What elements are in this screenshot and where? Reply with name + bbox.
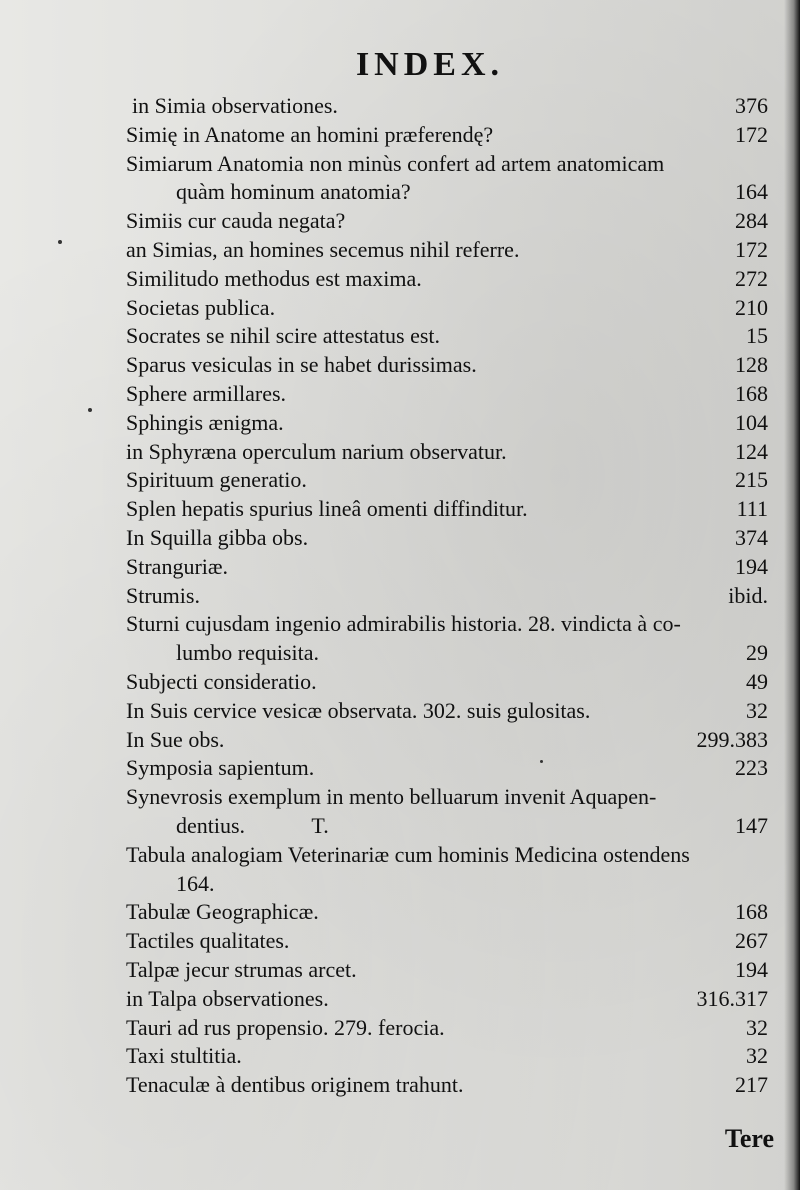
- index-entry: [126, 351, 768, 380]
- index-entry: [126, 553, 768, 582]
- index-entry: [126, 265, 768, 294]
- index-entry: [126, 294, 768, 323]
- entry-page: 223: [735, 755, 768, 781]
- entry-page: 316.317: [696, 985, 768, 1011]
- entry-page: 215: [735, 467, 768, 493]
- index-entry: [126, 610, 768, 639]
- entry-page: 210: [735, 294, 768, 320]
- entry-page: 29: [746, 640, 768, 666]
- entry-page: 299.383: [696, 726, 768, 752]
- entry-text: Similitudo methodus est maxima.: [126, 265, 422, 291]
- entry-text: Tauri ad rus propensio. 279. ferocia.: [126, 1014, 445, 1040]
- entry-text: Tabulæ Geographicæ.: [126, 899, 319, 925]
- entry-text: Tabula analogiam Veterinariæ cum hominis Medicina ostendens: [126, 841, 690, 867]
- entry-page: ibid.: [728, 582, 768, 608]
- index-entry: [126, 1071, 768, 1100]
- entry-text: Subjecti consideratio.: [126, 668, 317, 694]
- entry-text: Strumis.: [126, 582, 200, 608]
- index-entry: [126, 582, 768, 611]
- index-entry-continuation: [126, 639, 768, 668]
- entry-page: 284: [735, 208, 768, 234]
- index-entry-continuation: [126, 870, 768, 899]
- entry-text: Tactiles qualitates.: [126, 928, 290, 954]
- entry-page: 32: [746, 1043, 768, 1069]
- index-entry: [126, 121, 768, 150]
- index-entry: [126, 207, 768, 236]
- index-entry-continuation: [126, 178, 768, 207]
- entry-text: Splen hepatis spurius lineâ omenti diffinditur.: [126, 496, 528, 522]
- index-entry: [126, 783, 768, 812]
- entry-text: Socrates se nihil scire attestatus est.: [126, 323, 441, 349]
- index-entry: [126, 927, 768, 956]
- entry-page: 111: [736, 496, 768, 522]
- index-entry: [126, 754, 768, 783]
- index-entry: [126, 236, 768, 265]
- index-entry: [126, 841, 768, 870]
- entry-text: In Sue obs.: [126, 726, 225, 752]
- index-entry: [126, 438, 768, 467]
- entry-page: 194: [735, 956, 768, 982]
- index-entry: [126, 668, 768, 697]
- index-entry: [126, 380, 768, 409]
- entry-page: 32: [746, 1014, 768, 1040]
- entry-text: Sphere armillares.: [126, 380, 287, 406]
- index-entry: [126, 1042, 768, 1071]
- entry-text: Tenaculæ à dentibus originem trahunt.: [126, 1072, 464, 1098]
- index-entry: [126, 92, 768, 121]
- index-entry: [126, 495, 768, 524]
- entry-text: an Simias, an homines secemus nihil referre.: [126, 236, 520, 262]
- entry-text: In Squilla gibba obs.: [126, 524, 309, 550]
- entry-page: 124: [735, 438, 768, 464]
- index-entry: [126, 466, 768, 495]
- entry-page: 32: [746, 697, 768, 723]
- index-entry-continuation: [126, 812, 768, 841]
- entry-text: Simię in Anatome an homini præferendę?: [126, 121, 494, 147]
- entry-page: 272: [735, 265, 768, 291]
- entry-text: Sparus vesiculas in se habet durissimas.: [126, 352, 477, 378]
- entry-text: Spirituum generatio.: [126, 467, 307, 493]
- catchword: Tere: [724, 1124, 774, 1153]
- index-entries: [126, 92, 768, 1100]
- entry-page: 168: [735, 380, 768, 406]
- index-entry: [126, 985, 768, 1014]
- index-entry: [126, 409, 768, 438]
- entry-text: in Sphyræna operculum narium observatur.: [126, 438, 507, 464]
- page-shadow-edge: [784, 0, 800, 1190]
- index-entry: [126, 956, 768, 985]
- entry-page: 172: [735, 236, 768, 262]
- entry-text: quàm hominum anatomia?: [176, 179, 411, 205]
- entry-page: 194: [735, 553, 768, 579]
- index-entry: [126, 150, 768, 179]
- entry-text: In Suis cervice vesicæ observata. 302. suis gulositas.: [126, 697, 591, 723]
- index-entry: [126, 898, 768, 927]
- section-letter: T.: [311, 812, 329, 838]
- entry-page: 104: [735, 409, 768, 435]
- entry-text: Societas publica.: [126, 294, 276, 320]
- entry-page: 376: [735, 93, 768, 118]
- entry-text: 164.: [176, 870, 215, 896]
- index-entry: [126, 1014, 768, 1043]
- entry-text: in Talpa observationes.: [126, 985, 329, 1011]
- entry-text: Taxi stultitia.: [126, 1043, 242, 1069]
- entry-page: 128: [735, 352, 768, 378]
- index-entry: [126, 726, 768, 755]
- entry-page: 147: [735, 812, 768, 838]
- entry-text: Sturni cujusdam ingenio admirabilis historia. 28. vindicta à co-: [126, 611, 681, 637]
- entry-page: 49: [746, 668, 768, 694]
- entry-page: 217: [735, 1072, 768, 1098]
- entry-page: 172: [735, 121, 768, 147]
- entry-text: in Simia observationes.: [132, 93, 338, 118]
- entry-text: Symposia sapientum.: [126, 755, 315, 781]
- index-entry: [126, 322, 768, 351]
- entry-text: Talpæ jecur strumas arcet.: [126, 956, 357, 982]
- entry-page: 374: [735, 524, 768, 550]
- entry-text: Stranguriæ.: [126, 553, 229, 579]
- entry-page: 168: [735, 899, 768, 925]
- entry-page: 164: [735, 179, 768, 205]
- entry-page: 15: [746, 323, 768, 349]
- entry-text: Synevrosis exemplum in mento belluarum invenit Aquapen-: [126, 784, 657, 810]
- entry-text: Sphingis ænigma.: [126, 409, 284, 435]
- entry-text: lumbo requisita.: [176, 640, 319, 666]
- index-entry: [126, 524, 768, 553]
- entry-page: 267: [735, 928, 768, 954]
- entry-text-part: dentius.: [176, 812, 246, 838]
- entry-text: Simiis cur cauda negata?: [126, 208, 346, 234]
- entry-text: [176, 812, 727, 841]
- index-entry: [126, 697, 768, 726]
- page-title: INDEX.: [355, 46, 505, 83]
- entry-text: Simiarum Anatomia non minùs confert ad artem anatomicam: [126, 150, 665, 176]
